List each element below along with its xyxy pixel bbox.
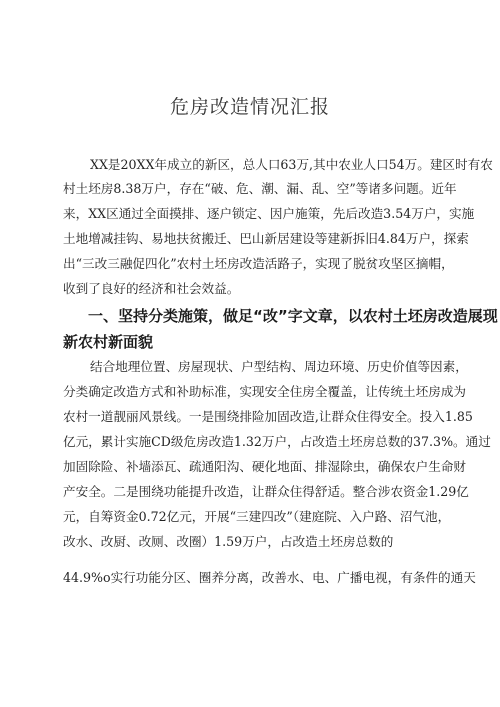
- body-line: 元，自筹资金0.72亿元，开展“三建四改”（建庭院、入户路、沼气池，: [63, 509, 451, 524]
- body-line: 农村一道靓丽风景线。一是围绕排险加固改造,让群众住得安全。投入1.85: [63, 409, 473, 424]
- intro-line: XX是20XX年成立的新区，总人口63万,其中农业人口54万。建区时有农: [90, 157, 493, 172]
- intro-line: 村土坯房8.38万户，存在“破、危、潮、漏、乱、空”等诸多问题。近年: [63, 181, 457, 196]
- body-line: 44.9%o实行功能分区、圈养分离，改善水、电、广播电视，有条件的通天: [63, 570, 476, 585]
- section-heading: 新农村新面貌: [63, 333, 154, 351]
- body-line: 结合地理位置、房屋现状、户型结构、周边环境、历史价值等因素，: [90, 359, 468, 374]
- body-line: 改水、改厨、改厕、改圈）1.59万户，占改造土坯房总数的: [63, 534, 394, 549]
- section-heading: 一、坚持分类施策，做足“改”字文章，以农村土坯房改造展现: [88, 307, 498, 325]
- body-line: 产安全。二是围绕功能提升改造，让群众住得舒适。整合涉农资金1.29亿: [63, 484, 469, 499]
- body-line: 分类确定改造方式和补助标准，实现安全住房全覆盖，让传统土坯房成为: [63, 384, 466, 399]
- intro-line: 出“三改三融促四化”农村土坯房改造活路子，实现了脱贫攻坚区摘帽，: [63, 256, 454, 271]
- body-line: 亿元，累计实施CD级危房改造1.32万户，占改造土坯房总数的37.3%。通过: [63, 434, 491, 449]
- intro-line: 土地增减挂钩、易地扶贫搬迁、巴山新居建设等建新拆旧4.84万户，探索: [63, 231, 469, 246]
- intro-line: 来，XX区通过全面摸排、逐户锁定、因户施策，先后改造3.54万户，实施: [63, 206, 475, 221]
- intro-line: 收到了良好的经济和社会效益。: [63, 281, 240, 296]
- document-title: 危房改造情况汇报: [169, 96, 330, 118]
- body-line: 加固除险、补墙添瓦、疏通阳沟、硬化地面、排湿除虫，确保农户生命财: [63, 459, 466, 474]
